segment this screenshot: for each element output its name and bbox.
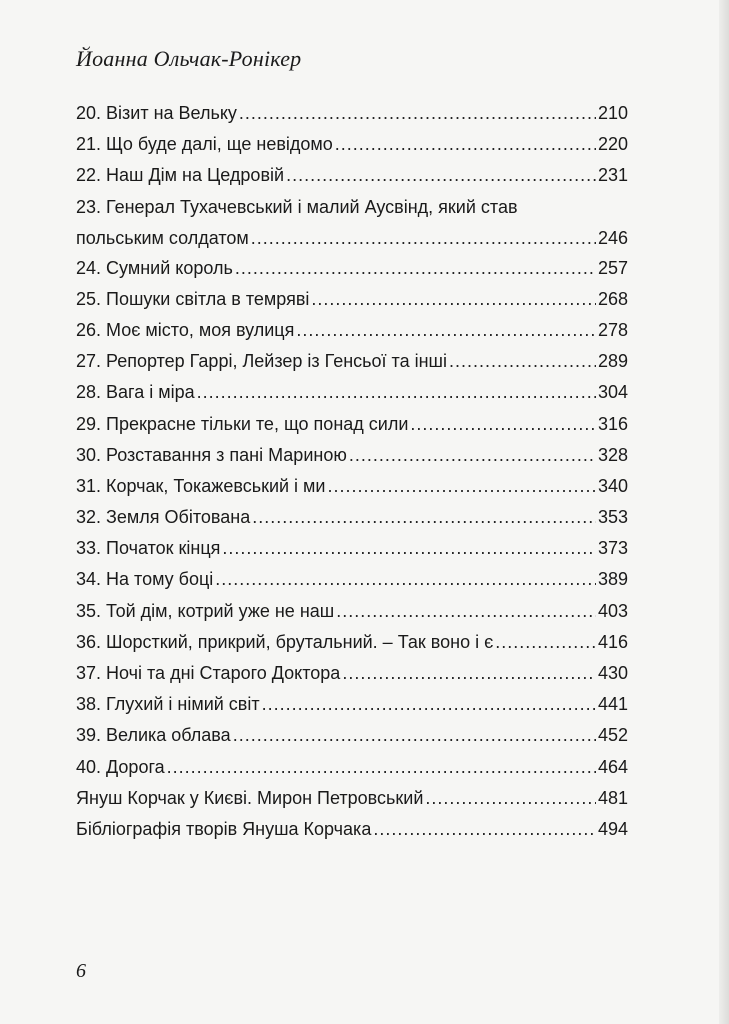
dot-leader <box>262 689 596 720</box>
toc-entry-39 <box>76 720 628 751</box>
dot-leader <box>296 315 596 346</box>
toc-entry-27 <box>76 346 628 377</box>
toc-entry-34 <box>76 564 628 595</box>
dot-leader <box>373 814 596 845</box>
dot-leader <box>222 533 596 564</box>
toc-entry-page: 210 <box>597 103 628 123</box>
toc-entry-38 <box>76 689 628 720</box>
toc-entry-title: 28. Вага і міра <box>76 382 195 403</box>
toc-entry-title: 37. Ночі та дні Старого Доктора <box>76 663 341 683</box>
toc-entry-22 <box>76 160 628 191</box>
toc-entry-31 <box>76 471 628 502</box>
toc-entry-title: 24. Сумний король <box>76 257 233 278</box>
toc-entry-title: 39. Велика облава <box>76 725 231 746</box>
toc-entry-page: 353 <box>597 507 628 528</box>
toc-entry-title-line2: польським солдатом <box>76 227 249 248</box>
dot-leader <box>286 160 596 191</box>
toc-entry-page: 441 <box>597 694 628 715</box>
toc-entry-afterword <box>76 783 628 814</box>
toc-entry-page: 494 <box>597 818 628 839</box>
toc-entry-40 <box>76 752 628 783</box>
table-of-contents <box>76 98 628 845</box>
toc-entry-title: 38. Глухий і німий світ <box>76 694 260 715</box>
dot-leader <box>336 596 596 627</box>
toc-entry-page: 373 <box>597 538 628 559</box>
toc-entry-28 <box>76 377 628 408</box>
dot-leader <box>311 284 596 315</box>
toc-entry-page: 304 <box>597 382 628 403</box>
running-header-author: Йоанна Ольчак-Ронікер <box>76 46 302 71</box>
toc-entry-page: 268 <box>597 288 628 309</box>
toc-entry-33 <box>76 533 628 564</box>
toc-entry-page: 403 <box>597 600 628 621</box>
toc-entry-title: 35. Той дім, котрий уже не наш <box>76 600 335 621</box>
toc-entry-21 <box>76 129 628 160</box>
dot-leader <box>167 752 596 783</box>
dot-leader <box>252 502 596 533</box>
toc-entry-title-line1: 23. Генерал Тухачевський і малий Аусвінд, який став <box>76 196 518 217</box>
toc-entry-24 <box>76 253 628 284</box>
toc-entry-title: 20. Візит на Вельку <box>76 103 237 123</box>
dot-leader <box>410 409 596 440</box>
toc-entry-title: 29. Прекрасне тільки те, що понад сили <box>76 413 409 434</box>
toc-entry-page: 278 <box>597 319 628 340</box>
toc-entry-25 <box>76 284 628 315</box>
toc-entry-bibliography <box>76 814 628 845</box>
dot-leader <box>215 564 596 595</box>
toc-entry-title: 22. Наш Дім на Цедровій <box>76 165 285 186</box>
toc-entry-page: 452 <box>597 725 628 746</box>
dot-leader <box>449 346 596 377</box>
toc-entry-32 <box>76 502 628 533</box>
toc-entry-page: 246 <box>597 227 628 248</box>
toc-entry-title: 36. Шорсткий, прикрий, брутальний. – Так воно і є <box>76 631 494 652</box>
toc-entry-title: Бібліографія творів Януша Корчака <box>76 818 372 839</box>
toc-entry-page: 416 <box>597 631 628 652</box>
toc-entry-title: 40. Дорога <box>76 756 165 777</box>
toc-entry-title: 25. Пошуки світла в темряві <box>76 288 310 309</box>
toc-entry-page: 464 <box>597 756 628 777</box>
toc-entry-30 <box>76 440 628 471</box>
dot-leader <box>342 658 596 689</box>
toc-entry-page: 231 <box>597 165 628 186</box>
page-edge <box>719 0 729 1024</box>
toc-entry-page: 316 <box>597 413 628 434</box>
toc-entry-page: 389 <box>597 569 628 590</box>
toc-entry-page: 328 <box>597 444 628 465</box>
toc-entry-title: 30. Розставання з пані Мариною <box>76 444 347 465</box>
dot-leader <box>425 783 596 814</box>
toc-entry-title: 26. Моє місто, моя вулиця <box>76 319 295 340</box>
toc-entry-36 <box>76 627 628 658</box>
toc-entry-23 <box>76 192 628 253</box>
dot-leader <box>328 471 596 502</box>
toc-entry-37 <box>76 658 628 689</box>
toc-entry-title: Януш Корчак у Києві. Мирон Петровський <box>76 787 424 808</box>
dot-leader <box>197 377 596 408</box>
toc-entry-page: 220 <box>597 134 628 155</box>
toc-entry-title: 33. Початок кінця <box>76 538 221 559</box>
toc-entry-29 <box>76 409 628 440</box>
dot-leader <box>239 98 596 129</box>
toc-entry-title: 27. Репортер Гаррі, Лейзер із Генсьої та інші <box>76 351 447 372</box>
toc-entry-title: 21. Що буде далі, ще невідомо <box>76 134 333 155</box>
toc-entry-title: 32. Земля Обітована <box>76 507 251 528</box>
dot-leader <box>335 129 596 160</box>
toc-entry-title: 34. На тому боці <box>76 569 214 590</box>
toc-entry-20 <box>76 98 628 129</box>
toc-entry-page: 257 <box>597 257 628 278</box>
toc-entry-page: 289 <box>597 351 628 372</box>
toc-entry-page: 430 <box>597 663 628 683</box>
toc-entry-page: 340 <box>597 475 628 496</box>
dot-leader <box>233 720 596 751</box>
dot-leader <box>495 627 596 658</box>
toc-entry-35 <box>76 596 628 627</box>
toc-entry-page: 481 <box>597 787 628 808</box>
dot-leader <box>251 223 596 253</box>
page-number: 6 <box>76 960 86 982</box>
dot-leader <box>349 440 596 471</box>
toc-entry-title: 31. Корчак, Токажевський і ми <box>76 475 326 496</box>
dot-leader <box>235 253 596 284</box>
toc-entry-26 <box>76 315 628 346</box>
